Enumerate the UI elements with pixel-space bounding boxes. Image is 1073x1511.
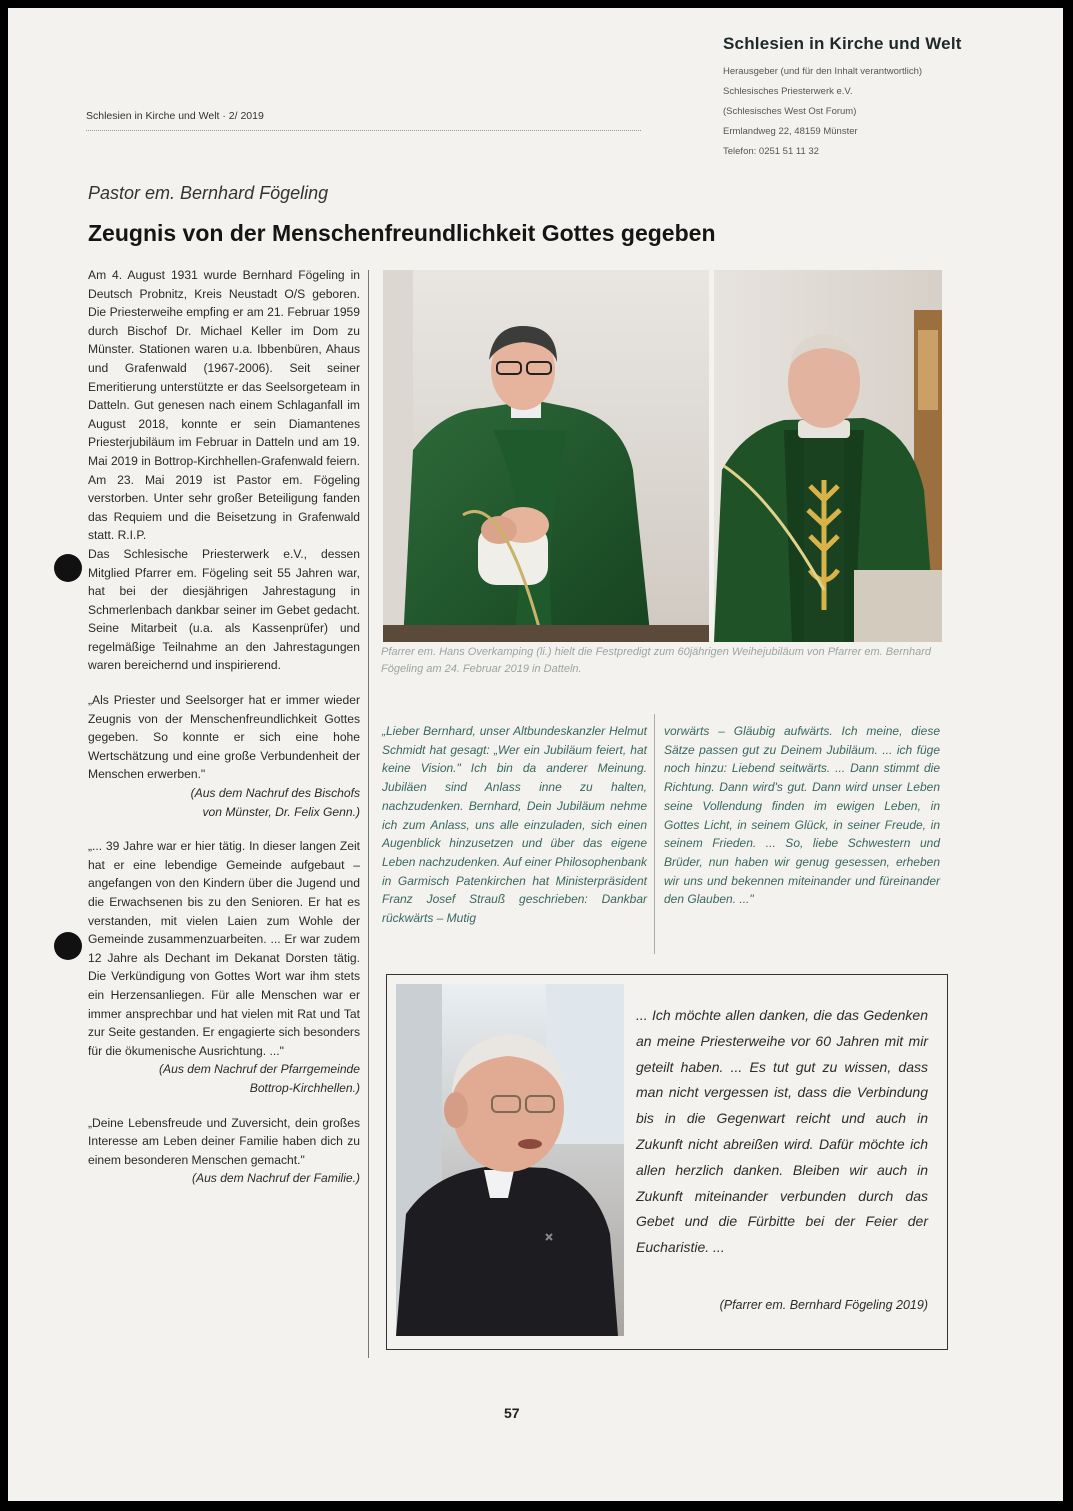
bishop-quote: „Als Priester und Seelsorger hat er immer wieder Zeugnis von der Menschenfreundlichkeit Gottes gegeben. So konnte er sich eine hohe Wertschätzung und eine große Verbundenheit der Menschen erwerben." xyxy=(88,693,360,782)
article-headline: Zeugnis von der Menschenfreundlichkeit Gottes gegeben xyxy=(88,220,716,246)
photo-foegeling-portrait xyxy=(396,984,624,1336)
sermon-quote-part-1: „Lieber Bernhard, unser Altbundeskanzler Helmut Schmidt hat gesagt: „Wer ein Jubiläum feiert, hat keine Vision." Ich bin da anderer Meinung. Jubiläen sind Anlass inne zu halten, nachzudenken. Bernhard, Dein Jubiläum nehme ich zum Anlass, uns alle einzuladen, sich einen Augenblick hinzusetzen und über das eigene Leben nachzudenken. Auf einer Philosophenbank in Garmisch Patenkirchen hat Ministerpräsident Franz Josef Strauß geschrieben: Dankbar rückwärts – Mutig xyxy=(382,724,647,926)
bishop-quote-source-2: von Münster, Dr. Felix Genn.) xyxy=(202,804,360,819)
masthead-phone-line: Telefon: 0251 51 11 32 xyxy=(723,146,819,157)
photo-foegeling-altar xyxy=(714,270,942,642)
masthead-org-line: Schlesisches Priesterwerk e.V. xyxy=(723,86,853,97)
column-rule xyxy=(368,270,369,1358)
punch-hole xyxy=(54,554,82,582)
box-quote-source: (Pfarrer em. Bernhard Fögeling 2019) xyxy=(719,1298,928,1312)
family-quote: „Deine Lebensfreude und Zuversicht, dein großes Interesse am Leben deiner Familie haben dich zu einem besonderen Menschen gemacht." xyxy=(88,1115,360,1167)
family-quote-source: (Aus dem Nachruf der Familie.) xyxy=(191,1171,360,1186)
sermon-column-rule xyxy=(654,714,655,954)
masthead-address-line: Ermlandweg 22, 48159 Münster xyxy=(723,126,858,137)
bio-paragraph: Am 4. August 1931 wurde Bernhard Fögeling in Deutsch Probnitz, Kreis Neustadt O/S geboren. Die Priesterweihe empfing er am 21. Februar 1959 durch Bischof Dr. Michael Keller im Dom zu Münster. Stationen waren u.a. Ibbenbüren, Ahaus und Grafenwald (1967-2006). Seit seiner Emeritierung unterstützte er das Seelsorgeteam in Datteln. Gut genesen nach einem Schlaganfall im August 2018, konnte er sein Diamantenes Priesterjubiläum im Februar in Datteln und am 19. Mai 2019 in Bottrop-Kirchhellen-Grafenwald feiern. Am 23. Mai 2019 ist Pastor em. Fögeling verstorben. Unter sehr großer Beteiligung fanden das Requiem und die Beisetzung in Grafenwald statt. R.I.P. xyxy=(88,268,360,543)
page-number: 57 xyxy=(504,1405,520,1421)
magazine-page xyxy=(8,8,1063,1501)
masthead-publisher-line: Herausgeber (und für den Inhalt verantwortlich) xyxy=(723,66,923,77)
bio-paragraph-2: Das Schlesische Priesterwerk e.V., dessen Mitglied Pfarrer em. Fögeling seit 55 Jahren war, hat bei der diesjährigen Jahrestagung in Schmerlenbach dankbar seiner im Gebet gedacht. Seine Mitarbeit (u.a. als Kassenprüfer) und regelmäßige Teilnahme an den Jahrestagungen waren bereichernd und inspirierend. xyxy=(88,546,360,673)
parish-quote-source: (Aus dem Nachruf der Pfarrgemeinde xyxy=(159,1062,360,1077)
photo-caption: Pfarrer em. Hans Overkamping (li.) hielt die Festpredigt zum 60jährigen Weihejubiläum von Pfarrer em. Bernhard Fögeling am 24. Februar 2019 in Datteln. xyxy=(381,646,932,675)
bishop-quote-source: (Aus dem Nachruf des Bischofs xyxy=(190,786,360,801)
masthead-title: Schlesien in Kirche und Welt xyxy=(723,34,962,53)
masthead-forum-line: (Schlesisches West Ost Forum) xyxy=(723,106,857,117)
parish-quote: „... 39 Jahre war er hier tätig. In dieser langen Zeit hat er eine lebendige Gemeinde aufgebaut – angefangen von den Kindern über die Jugend und die Erwachsenen bis zu den Senioren. Er hat es verstanden, mit vielen Laien zum Wohle der Gemeinde zusammenzuarbeiten. ... Er war zudem 12 Jahre als Dechant im Dekanat Dorsten tätig. Die Verkündigung von Gottes Wort war ihm stets ein Herzensanliegen. Für alle Menschen war er immer ansprechbar und hat vielen mit Rat und Tat zur Seite gestanden. Er engagierte sich besonders für die ökumenische Ausrichtung. ..." xyxy=(88,839,360,1058)
photo-overkamping xyxy=(383,270,709,642)
punch-hole xyxy=(54,932,82,960)
running-head: Schlesien in Kirche und Welt · 2/ 2019 xyxy=(86,110,264,122)
left-column xyxy=(88,266,360,1188)
running-head-rule xyxy=(86,130,641,131)
article-author: Pastor em. Bernhard Fögeling xyxy=(88,183,329,203)
sermon-quote-part-2: vorwärts – Gläubig aufwärts. Ich meine, diese Sätze passen gut zu Deinem Jubiläum. ... ich füge noch hinzu: Liebend seitwärts. ... Dann stimmt die Richtung. Dann wird's gut. Dann wird unser Leben seine Vollendung finden im ewigen Leben, in Gottes Licht, in seinem Glück, in seiner Freude, in seinem Frieden. ... So, liebe Schwestern und Brüder, nun haben wir genug gesessen, erheben wir uns und bekennen miteinander und füreinander den Glauben. ..." xyxy=(664,724,940,907)
box-quote-text: ... Ich möchte allen danken, die das Gedenken an meine Priesterweihe vor 60 Jahren mit mir geteilt haben. ... Es tut gut zu wissen, dass man nicht vergessen ist, dass die Verbindung bis in die Gegenwart reicht und auch in Zukunft nicht abreißen wird. Dafür möchte ich allen herzlich danken. Bleiben wir auch in Zukunft miteinander verbunden durch das Gebet und die Fürbitte bei der Feier der Eucharistie. ... xyxy=(636,1007,928,1256)
parish-quote-source-2: Bottrop-Kirchhellen.) xyxy=(249,1080,360,1095)
